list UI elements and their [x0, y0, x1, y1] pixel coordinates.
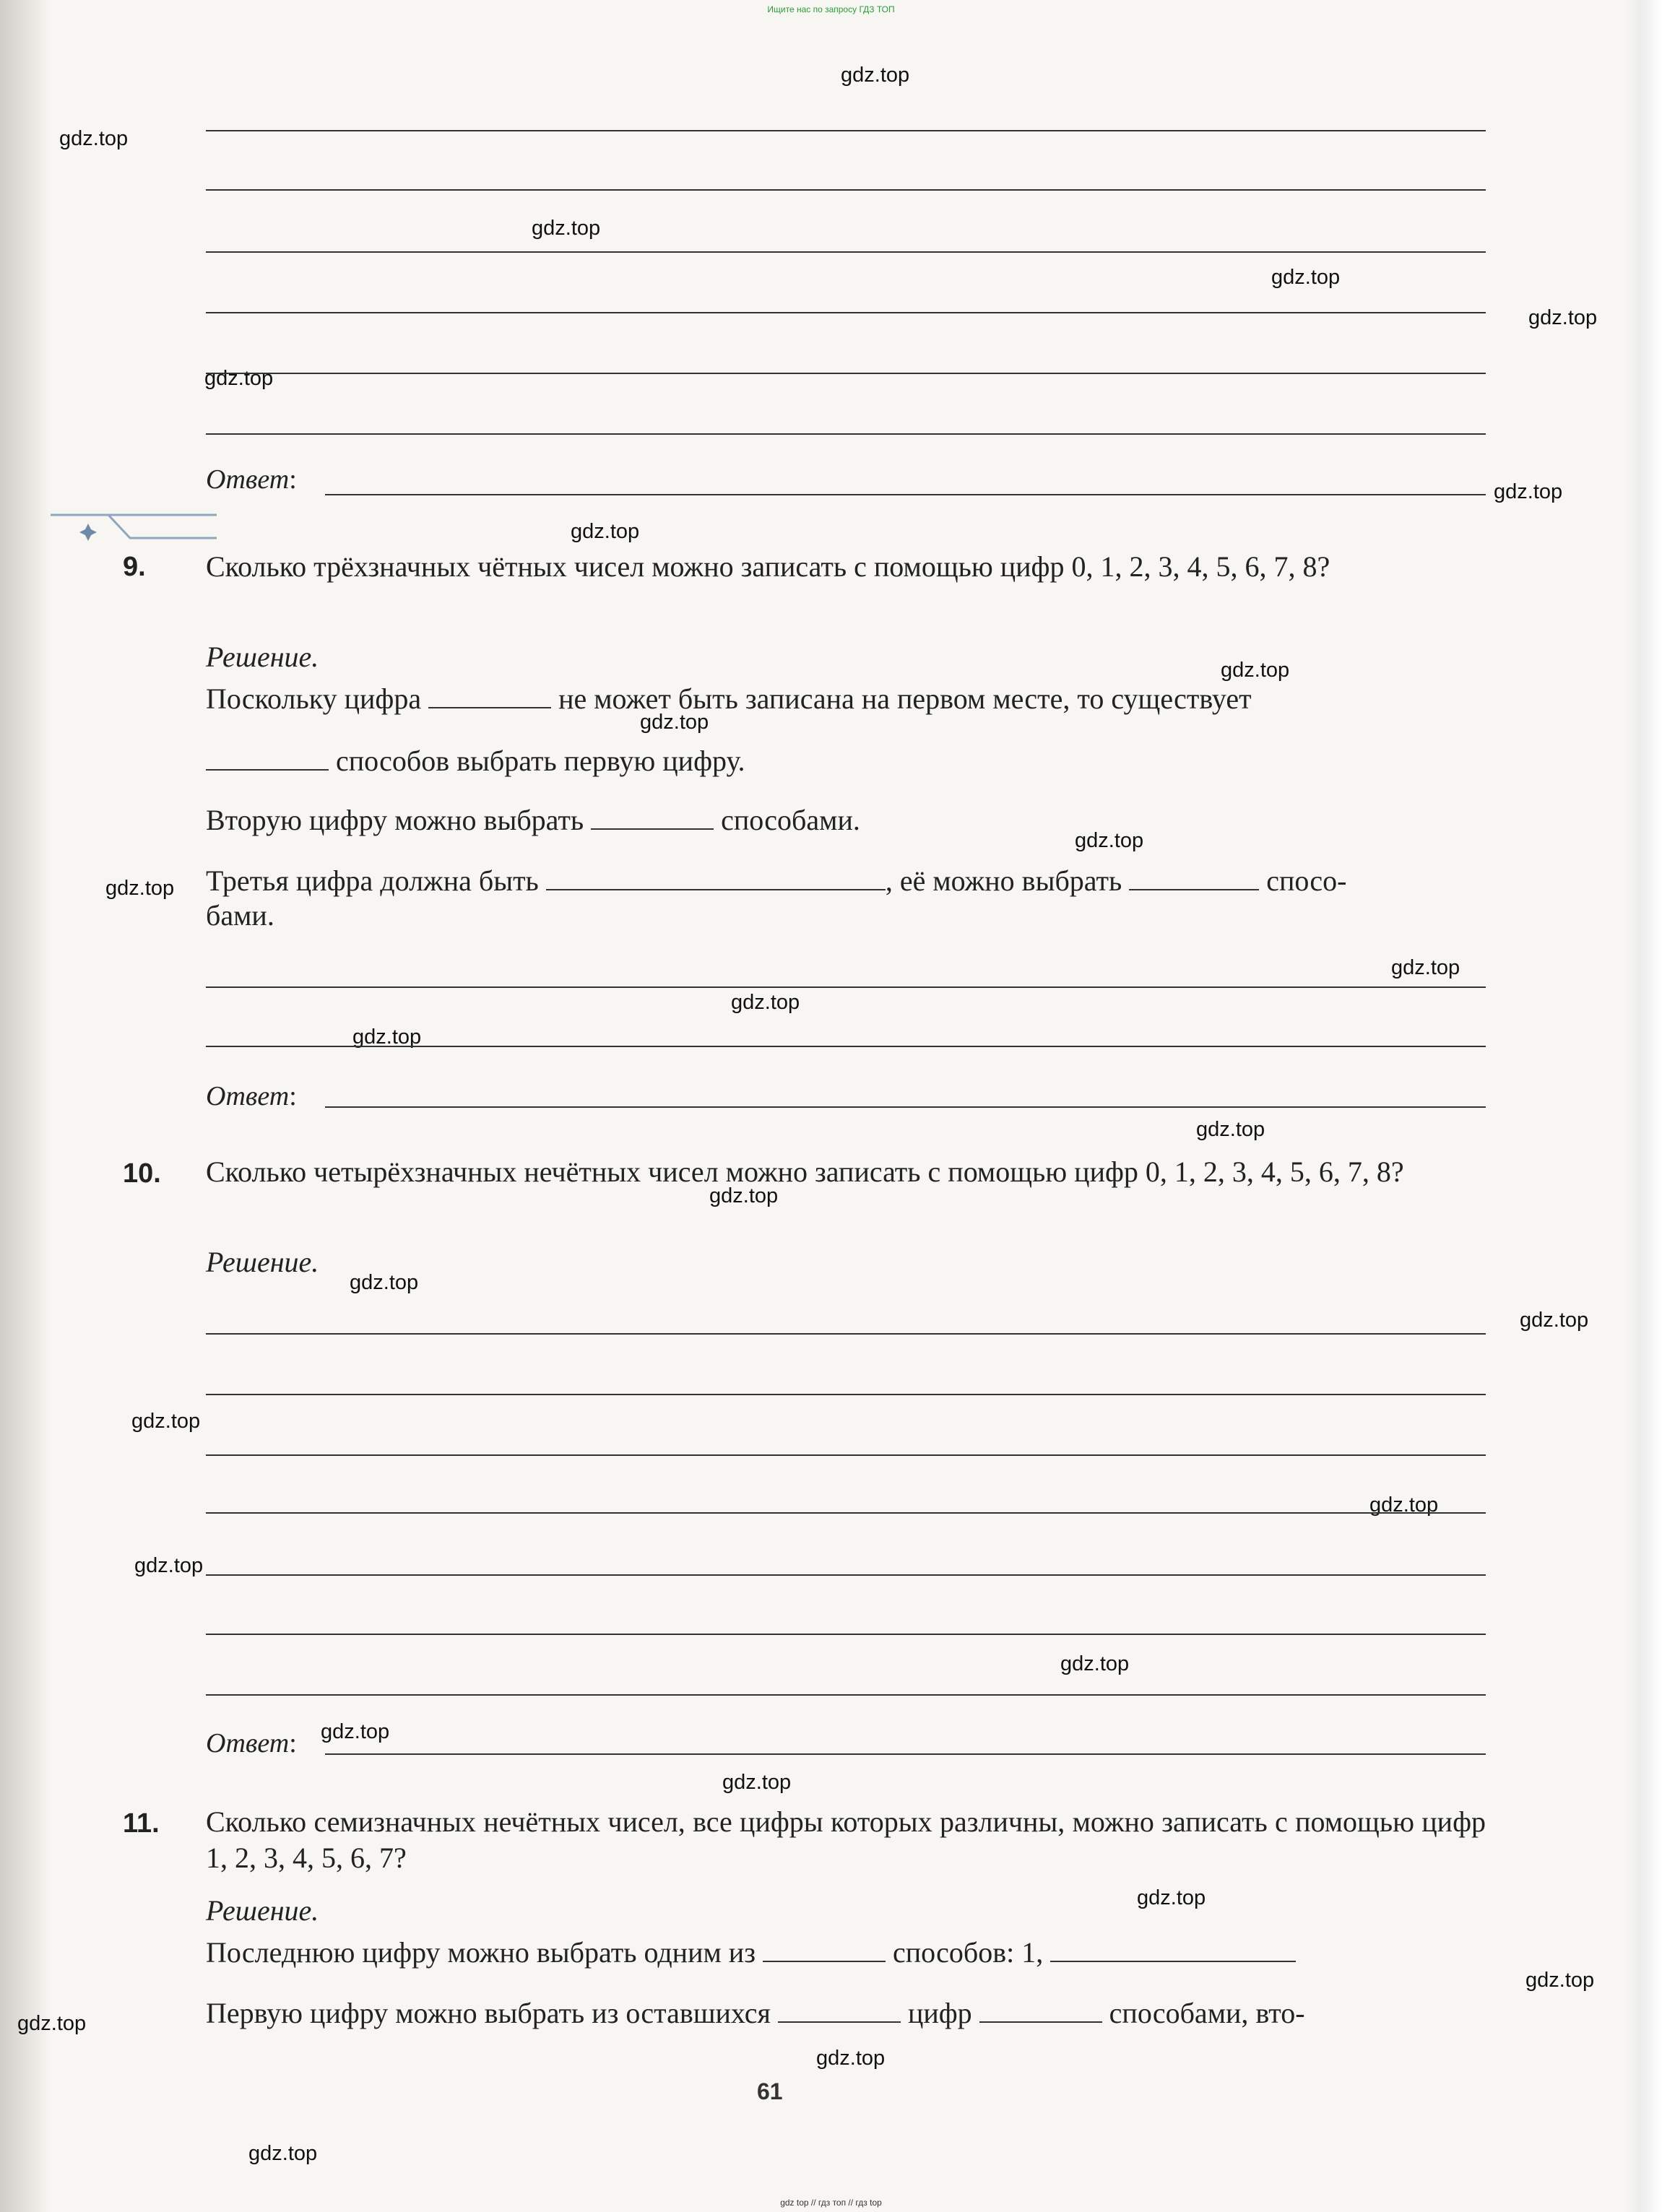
- watermark: gdz.top: [709, 1184, 779, 1207]
- watermark: gdz.top: [841, 64, 910, 87]
- answer-blank[interactable]: [206, 746, 329, 771]
- writing-line: [206, 1694, 1486, 1696]
- problem-number: 9.: [123, 552, 146, 582]
- watermark: gdz.top: [1369, 1493, 1439, 1517]
- writing-line: [206, 1454, 1486, 1456]
- answer-label: Ответ:: [206, 1728, 297, 1758]
- header-note: Ищите нас по запросу ГДЗ ТОП: [767, 4, 895, 14]
- writing-line: [206, 1394, 1486, 1395]
- problem-text: Сколько трёхзначных чётных чисел можно записать с помощью цифр 0, 1, 2, 3, 4, 5, 6, 7, 8?: [206, 550, 1330, 583]
- answer-blank[interactable]: [763, 1938, 886, 1962]
- writing-line: [206, 251, 1486, 253]
- book-spine-shadow: [0, 0, 51, 2212]
- watermark: gdz.top: [1196, 1118, 1265, 1141]
- watermark: gdz.top: [1525, 1969, 1595, 1992]
- watermark: gdz.top: [1075, 829, 1144, 852]
- problem-number: 10.: [123, 1158, 161, 1189]
- section-ornament: [51, 509, 217, 545]
- page-edge: [1626, 0, 1662, 2212]
- watermark: gdz.top: [248, 2142, 318, 2165]
- writing-line: [206, 130, 1486, 131]
- answer-line[interactable]: [325, 494, 1486, 495]
- solution-label: Решение.: [206, 641, 319, 673]
- problem-text: Сколько четырёхзначных нечётных чисел можно записать с помощью цифр 0, 1, 2, 3, 4, 5, 6, 7, 8?: [206, 1155, 1404, 1188]
- watermark: gdz.top: [571, 520, 640, 543]
- answer-label: Ответ:: [206, 1081, 297, 1111]
- solution-line: Первую цифру можно выбрать из оставшихся цифр способами, вто-: [206, 1997, 1305, 2029]
- answer-label: Ответ:: [206, 464, 297, 495]
- watermark: gdz.top: [134, 1554, 204, 1577]
- writing-line: [206, 312, 1486, 313]
- answer-line[interactable]: [325, 1753, 1486, 1755]
- watermark: gdz.top: [17, 2012, 87, 2035]
- watermark: gdz.top: [532, 217, 601, 240]
- solution-line: бами.: [206, 899, 274, 932]
- watermark: gdz.top: [1271, 266, 1341, 289]
- watermark: gdz.top: [1528, 306, 1598, 329]
- solution-line: Третья цифра должна быть , её можно выбрать спосо-: [206, 864, 1347, 897]
- writing-line: [206, 1634, 1486, 1635]
- watermark: gdz.top: [731, 991, 800, 1014]
- problem-number: 11.: [123, 1808, 160, 1839]
- watermark: gdz.top: [131, 1410, 201, 1433]
- solution-label: Решение.: [206, 1246, 319, 1278]
- answer-blank[interactable]: [778, 1998, 901, 2023]
- writing-line: [206, 986, 1486, 988]
- page-number: 61: [757, 2078, 783, 2104]
- solution-line: способов выбрать первую цифру.: [206, 744, 745, 778]
- watermark: gdz.top: [1137, 1886, 1206, 1909]
- watermark: gdz.top: [1520, 1309, 1589, 1332]
- watermark: gdz.top: [105, 877, 175, 900]
- solution-line: Поскольку цифра не может быть записана на первом месте, то существует: [206, 682, 1252, 715]
- watermark: gdz.top: [350, 1271, 419, 1294]
- answer-blank[interactable]: [591, 805, 714, 830]
- writing-line: [206, 1333, 1486, 1335]
- writing-line: [206, 1512, 1486, 1514]
- watermark: gdz.top: [204, 367, 274, 390]
- writing-line: [206, 1046, 1486, 1047]
- watermark: gdz.top: [1060, 1652, 1130, 1675]
- answer-blank[interactable]: [1129, 866, 1259, 890]
- watermark: gdz.top: [1494, 480, 1563, 503]
- footer-note: gdz top // гдз топ // гдз top: [780, 2198, 882, 2208]
- solution-line: Последнюю цифру можно выбрать одним из способов: 1,: [206, 1935, 1296, 1969]
- watermark: gdz.top: [1221, 659, 1290, 682]
- watermark: gdz.top: [321, 1720, 390, 1743]
- solution-label: Решение.: [206, 1894, 319, 1927]
- problem-text: Сколько семизначных нечётных чисел, все цифры которых различны, можно записать с помощью цифр 1, 2, 3, 4, 5, 6, 7?: [206, 1805, 1486, 1874]
- writing-line: [206, 189, 1486, 191]
- solution-line: Вторую цифру можно выбрать способами.: [206, 804, 860, 836]
- watermark: gdz.top: [1391, 956, 1460, 979]
- writing-line: [206, 373, 1486, 374]
- watermark: gdz.top: [352, 1025, 422, 1049]
- watermark: gdz.top: [59, 127, 129, 150]
- writing-line: [206, 1574, 1486, 1576]
- watermark: gdz.top: [640, 711, 709, 734]
- answer-line[interactable]: [325, 1106, 1486, 1108]
- answer-blank[interactable]: [979, 1998, 1102, 2023]
- answer-blank[interactable]: [546, 866, 886, 890]
- watermark: gdz.top: [722, 1771, 792, 1794]
- writing-line: [206, 433, 1486, 435]
- answer-blank[interactable]: [428, 684, 551, 708]
- answer-blank[interactable]: [1050, 1938, 1296, 1962]
- watermark: gdz.top: [816, 2047, 886, 2070]
